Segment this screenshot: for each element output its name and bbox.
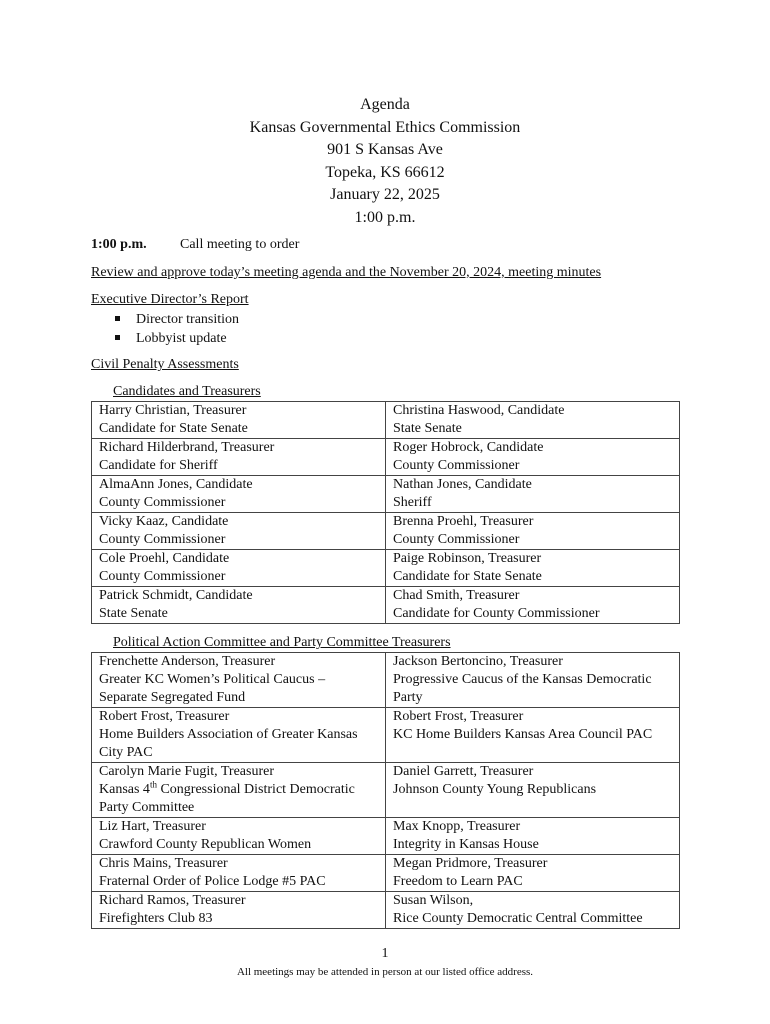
cell-text-line: Progressive Caucus of the Kansas Democratic xyxy=(393,672,652,687)
cell-text-line: Cole Proehl, Candidate xyxy=(99,551,230,566)
table-row xyxy=(92,855,680,892)
cell-text-line: Richard Ramos, Treasurer xyxy=(99,893,246,908)
table-cell xyxy=(386,476,680,513)
list-item: Director transition xyxy=(91,310,691,329)
cell-text-line: City PAC xyxy=(99,745,153,760)
cell-text-line: Sheriff xyxy=(393,495,432,510)
cell-text-line: Frenchette Anderson, Treasurer xyxy=(99,654,276,669)
cell-text-line: Megan Pridmore, Treasurer xyxy=(393,856,548,871)
table-cell xyxy=(386,763,680,818)
table-row xyxy=(92,653,680,708)
cell-text-line: Roger Hobrock, Candidate xyxy=(393,440,544,455)
cell-text-line: State Senate xyxy=(99,606,168,621)
pac-table xyxy=(91,652,680,929)
cell-text-line: County Commissioner xyxy=(393,532,520,547)
cell-text-line: Home Builders Association of Greater Kansas xyxy=(99,727,358,742)
call-to-order-text: Call meeting to order xyxy=(180,237,300,252)
table-row xyxy=(92,818,680,855)
call-time: 1:00 p.m. xyxy=(91,237,147,252)
street-address: 901 S Kansas Ave xyxy=(327,141,443,158)
table-cell xyxy=(386,708,680,763)
table-cell xyxy=(92,439,386,476)
table-cell xyxy=(386,818,680,855)
ordinal-superscript: th xyxy=(149,779,157,790)
cell-text-line: Nathan Jones, Candidate xyxy=(393,477,532,492)
cell-text-line: Candidate for State Senate xyxy=(393,569,542,584)
cell-text-line: Brenna Proehl, Treasurer xyxy=(393,514,534,529)
review-approve-item: Review and approve today’s meeting agenda and the November 20, 2024, meeting minutes xyxy=(91,265,602,280)
executive-report-list xyxy=(91,310,691,348)
table-cell xyxy=(92,892,386,929)
table-row xyxy=(92,402,680,439)
table-cell xyxy=(92,550,386,587)
table-cell xyxy=(386,892,680,929)
cell-text-line: Fraternal Order of Police Lodge #5 PAC xyxy=(99,874,326,889)
cell-text-line: Freedom to Learn PAC xyxy=(393,874,523,889)
civil-penalty-heading: Civil Penalty Assessments xyxy=(91,357,239,372)
executive-report-heading: Executive Director’s Report xyxy=(91,292,249,307)
cell-text-line: Party xyxy=(393,690,423,705)
cell-text-line: State Senate xyxy=(393,421,462,436)
table-cell xyxy=(386,550,680,587)
cell-text-line: Congressional District Democratic xyxy=(156,782,355,797)
cell-text-line: Richard Hilderbrand, Treasurer xyxy=(99,440,275,455)
table-cell xyxy=(386,513,680,550)
cell-text-line: Robert Frost, Treasurer xyxy=(99,709,230,724)
table-cell xyxy=(386,587,680,624)
candidates-table xyxy=(91,401,680,624)
table-row xyxy=(92,763,680,818)
executive-report-section xyxy=(91,291,691,348)
cell-text-line: Paige Robinson, Treasurer xyxy=(393,551,542,566)
agenda-title: Agenda xyxy=(360,96,410,113)
table-row xyxy=(92,550,680,587)
table-row xyxy=(92,513,680,550)
table-cell xyxy=(92,402,386,439)
table-row xyxy=(92,587,680,624)
meeting-date: January 22, 2025 xyxy=(330,186,440,203)
cell-text-line: Daniel Garrett, Treasurer xyxy=(393,764,534,779)
table-cell xyxy=(92,513,386,550)
table-row xyxy=(92,439,680,476)
cell-text-line: County Commissioner xyxy=(393,458,520,473)
cell-text-line: Candidate for Sheriff xyxy=(99,458,218,473)
cell-text-line: Integrity in Kansas House xyxy=(393,837,539,852)
city-state-zip: Topeka, KS 66612 xyxy=(325,163,445,181)
cell-text-line: Vicky Kaaz, Candidate xyxy=(99,514,229,529)
cell-text-line: Chad Smith, Treasurer xyxy=(393,588,520,603)
cell-text-line: County Commissioner xyxy=(99,532,226,547)
cell-text-line: AlmaAnn Jones, Candidate xyxy=(99,477,253,492)
list-item: Lobbyist update xyxy=(91,329,691,348)
cell-text-line: Chris Mains, Treasurer xyxy=(99,856,228,871)
table-row xyxy=(92,708,680,763)
candidates-heading: Candidates and Treasurers xyxy=(113,384,261,399)
cell-text-line: Candidate for State Senate xyxy=(99,421,248,436)
table-cell xyxy=(92,763,386,818)
table-cell xyxy=(386,653,680,708)
cell-text-line: Liz Hart, Treasurer xyxy=(99,819,206,834)
cell-text-line: Greater KC Women’s Political Caucus – xyxy=(99,672,326,687)
cell-text-line: County Commissioner xyxy=(99,495,226,510)
cell-text-line: Patrick Schmidt, Candidate xyxy=(99,588,253,603)
footer-note: All meetings may be attended in person at our listed office address. xyxy=(236,966,534,978)
table-cell xyxy=(92,818,386,855)
cell-text-line: Kansas 4 xyxy=(99,782,150,797)
cell-text-line: Firefighters Club 83 xyxy=(99,911,213,926)
table-row xyxy=(92,476,680,513)
cell-text-line: KC Home Builders Kansas Area Council PAC xyxy=(393,727,653,742)
cell-text-line: Johnson County Young Republicans xyxy=(393,782,597,797)
pac-heading: Political Action Committee and Party Committee Treasurers xyxy=(113,635,451,650)
cell-text-line: Max Knopp, Treasurer xyxy=(393,819,521,834)
table-cell xyxy=(92,476,386,513)
cell-text-line: Harry Christian, Treasurer xyxy=(99,403,247,418)
table-cell xyxy=(386,402,680,439)
cell-text-line: Susan Wilson, xyxy=(393,893,474,908)
agenda-header xyxy=(0,94,770,229)
table-cell xyxy=(92,855,386,892)
cell-text-line: County Commissioner xyxy=(99,569,226,584)
cell-text-line: Candidate for County Commissioner xyxy=(393,606,600,621)
cell-text-line: Carolyn Marie Fugit, Treasurer xyxy=(99,764,274,779)
cell-text-line: Robert Frost, Treasurer xyxy=(393,709,524,724)
cell-text-line: Christina Haswood, Candidate xyxy=(393,403,565,418)
table-cell xyxy=(386,855,680,892)
organization-name: Kansas Governmental Ethics Commission xyxy=(249,118,521,136)
meeting-time: 1:00 p.m. xyxy=(354,208,416,226)
table-cell xyxy=(92,708,386,763)
cell-text-line: Party Committee xyxy=(99,800,195,815)
page-number: 1 xyxy=(381,946,389,961)
table-cell xyxy=(92,587,386,624)
table-cell xyxy=(92,653,386,708)
table-cell xyxy=(386,439,680,476)
table-row xyxy=(92,892,680,929)
cell-text-line: Separate Segregated Fund xyxy=(99,690,246,705)
cell-text-line: Rice County Democratic Central Committee xyxy=(393,911,643,926)
cell-text-line: Crawford County Republican Women xyxy=(99,837,312,852)
cell-text-line: Jackson Bertoncino, Treasurer xyxy=(393,654,563,669)
call-to-order-line xyxy=(91,236,691,254)
